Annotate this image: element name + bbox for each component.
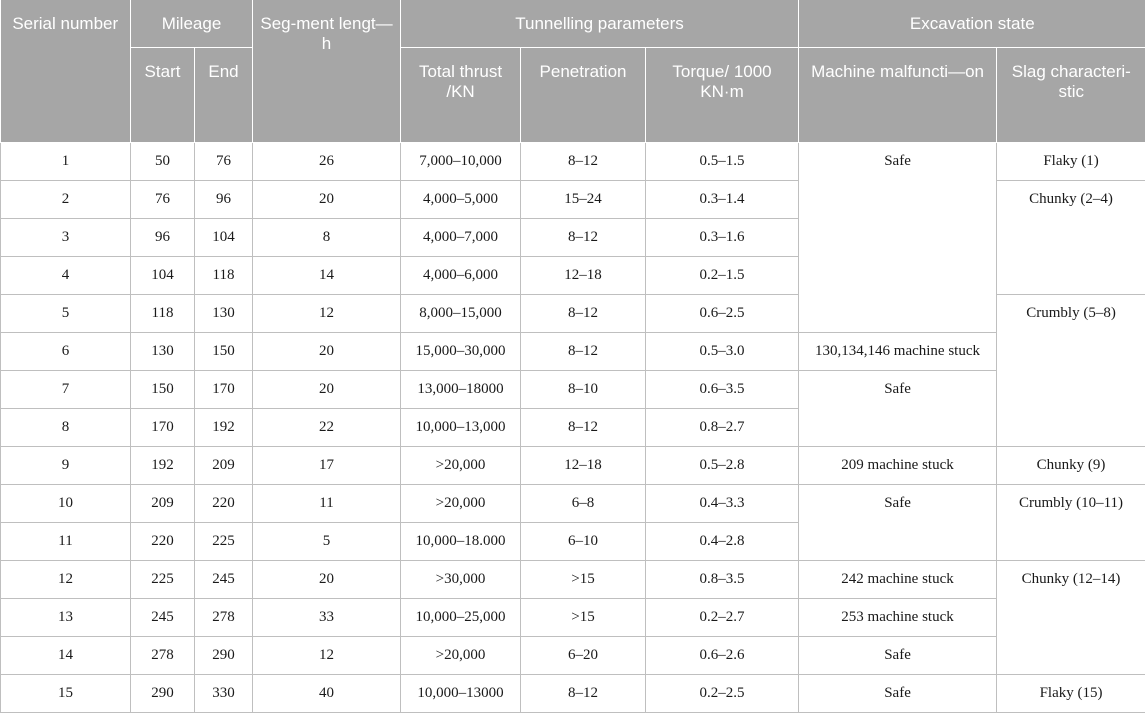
cell-slag-characteristic: Flaky (1): [997, 142, 1145, 180]
cell-torque: 0.6–2.5: [646, 294, 799, 332]
cell-torque: 0.6–2.6: [646, 636, 799, 674]
cell-start: 118: [131, 294, 195, 332]
cell-machine-malfunction: 242 machine stuck: [799, 560, 997, 598]
cell-total-thrust: >20,000: [401, 484, 521, 522]
cell-slag-characteristic: Chunky (12–14): [997, 560, 1145, 674]
cell-total-thrust: 10,000–25,000: [401, 598, 521, 636]
cell-end: 76: [195, 142, 253, 180]
cell-end: 330: [195, 674, 253, 712]
cell-serial-number: 8: [1, 408, 131, 446]
cell-slag-characteristic: Crumbly (5–8): [997, 294, 1145, 446]
cell-torque: 0.8–2.7: [646, 408, 799, 446]
cell-start: 50: [131, 142, 195, 180]
cell-torque: 0.4–3.3: [646, 484, 799, 522]
cell-end: 290: [195, 636, 253, 674]
cell-total-thrust: 4,000–7,000: [401, 218, 521, 256]
cell-start: 192: [131, 446, 195, 484]
header-penetration: Penetration: [521, 47, 646, 142]
cell-slag-characteristic: Crumbly (10–11): [997, 484, 1145, 560]
cell-torque: 0.4–2.8: [646, 522, 799, 560]
cell-total-thrust: 10,000–13,000: [401, 408, 521, 446]
cell-start: 290: [131, 674, 195, 712]
cell-penetration: 8–12: [521, 218, 646, 256]
cell-total-thrust: 4,000–5,000: [401, 180, 521, 218]
cell-machine-malfunction: Safe: [799, 142, 997, 332]
cell-total-thrust: >20,000: [401, 446, 521, 484]
header-serial-number: Serial number: [1, 0, 131, 142]
cell-penetration: >15: [521, 560, 646, 598]
cell-slag-characteristic: Chunky (2–4): [997, 180, 1145, 294]
cell-serial-number: 1: [1, 142, 131, 180]
cell-machine-malfunction: 209 machine stuck: [799, 446, 997, 484]
cell-total-thrust: 10,000–18.000: [401, 522, 521, 560]
cell-start: 76: [131, 180, 195, 218]
cell-segment-length: 12: [253, 294, 401, 332]
cell-segment-length: 14: [253, 256, 401, 294]
cell-slag-characteristic: Chunky (9): [997, 446, 1145, 484]
cell-torque: 0.2–1.5: [646, 256, 799, 294]
cell-penetration: 12–18: [521, 256, 646, 294]
cell-serial-number: 7: [1, 370, 131, 408]
cell-start: 96: [131, 218, 195, 256]
cell-torque: 0.8–3.5: [646, 560, 799, 598]
cell-end: 104: [195, 218, 253, 256]
table-row: [1, 446, 1145, 484]
cell-penetration: 8–12: [521, 294, 646, 332]
table-body: [1, 142, 1145, 712]
header-segment-length: Seg-ment lengt—h: [253, 0, 401, 142]
cell-segment-length: 12: [253, 636, 401, 674]
cell-torque: 0.5–2.8: [646, 446, 799, 484]
cell-torque: 0.3–1.4: [646, 180, 799, 218]
cell-machine-malfunction: Safe: [799, 636, 997, 674]
cell-serial-number: 5: [1, 294, 131, 332]
cell-serial-number: 4: [1, 256, 131, 294]
cell-penetration: 6–20: [521, 636, 646, 674]
cell-penetration: 8–12: [521, 332, 646, 370]
cell-end: 130: [195, 294, 253, 332]
header-torque: Torque/ 1000 KN·m: [646, 47, 799, 142]
header-tunnelling-parameters: Tunnelling parameters: [401, 0, 799, 47]
cell-start: 245: [131, 598, 195, 636]
cell-start: 130: [131, 332, 195, 370]
header-slag-characteristic: Slag characteri-stic: [997, 47, 1145, 142]
cell-segment-length: 8: [253, 218, 401, 256]
cell-end: 150: [195, 332, 253, 370]
cell-penetration: 6–8: [521, 484, 646, 522]
cell-torque: 0.3–1.6: [646, 218, 799, 256]
table-row: [1, 484, 1145, 522]
header-total-thrust: Total thrust /KN: [401, 47, 521, 142]
cell-segment-length: 33: [253, 598, 401, 636]
cell-machine-malfunction: 253 machine stuck: [799, 598, 997, 636]
cell-serial-number: 12: [1, 560, 131, 598]
cell-machine-malfunction: Safe: [799, 370, 997, 446]
cell-end: 245: [195, 560, 253, 598]
cell-segment-length: 22: [253, 408, 401, 446]
table-row: [1, 142, 1145, 180]
cell-segment-length: 17: [253, 446, 401, 484]
cell-serial-number: 15: [1, 674, 131, 712]
table-header: [1, 0, 1145, 142]
cell-machine-malfunction: Safe: [799, 484, 997, 560]
cell-segment-length: 20: [253, 180, 401, 218]
table-row: [1, 636, 1145, 674]
table-row: [1, 560, 1145, 598]
cell-segment-length: 20: [253, 332, 401, 370]
cell-total-thrust: >30,000: [401, 560, 521, 598]
cell-serial-number: 13: [1, 598, 131, 636]
cell-end: 220: [195, 484, 253, 522]
cell-start: 220: [131, 522, 195, 560]
cell-start: 170: [131, 408, 195, 446]
cell-end: 96: [195, 180, 253, 218]
cell-serial-number: 9: [1, 446, 131, 484]
cell-penetration: 8–12: [521, 408, 646, 446]
header-end: End: [195, 47, 253, 142]
cell-end: 225: [195, 522, 253, 560]
cell-end: 278: [195, 598, 253, 636]
cell-serial-number: 6: [1, 332, 131, 370]
cell-penetration: 15–24: [521, 180, 646, 218]
cell-slag-characteristic: Flaky (15): [997, 674, 1145, 712]
cell-total-thrust: 4,000–6,000: [401, 256, 521, 294]
cell-serial-number: 3: [1, 218, 131, 256]
cell-serial-number: 11: [1, 522, 131, 560]
cell-start: 104: [131, 256, 195, 294]
cell-penetration: 8–12: [521, 674, 646, 712]
cell-penetration: 6–10: [521, 522, 646, 560]
cell-torque: 0.2–2.7: [646, 598, 799, 636]
table-row: [1, 598, 1145, 636]
cell-machine-malfunction: 130,134,146 machine stuck: [799, 332, 997, 370]
cell-start: 150: [131, 370, 195, 408]
cell-penetration: 12–18: [521, 446, 646, 484]
cell-torque: 0.6–3.5: [646, 370, 799, 408]
header-mileage: Mileage: [131, 0, 253, 47]
cell-start: 278: [131, 636, 195, 674]
cell-start: 209: [131, 484, 195, 522]
cell-end: 170: [195, 370, 253, 408]
cell-total-thrust: 8,000–15,000: [401, 294, 521, 332]
cell-start: 225: [131, 560, 195, 598]
cell-segment-length: 5: [253, 522, 401, 560]
cell-total-thrust: 15,000–30,000: [401, 332, 521, 370]
cell-serial-number: 14: [1, 636, 131, 674]
cell-total-thrust: 13,000–18000: [401, 370, 521, 408]
cell-serial-number: 10: [1, 484, 131, 522]
cell-total-thrust: >20,000: [401, 636, 521, 674]
cell-end: 209: [195, 446, 253, 484]
header-start: Start: [131, 47, 195, 142]
cell-segment-length: 40: [253, 674, 401, 712]
cell-segment-length: 20: [253, 560, 401, 598]
table-row: [1, 674, 1145, 712]
cell-segment-length: 20: [253, 370, 401, 408]
cell-torque: 0.2–2.5: [646, 674, 799, 712]
cell-torque: 0.5–1.5: [646, 142, 799, 180]
cell-penetration: >15: [521, 598, 646, 636]
cell-segment-length: 11: [253, 484, 401, 522]
cell-segment-length: 26: [253, 142, 401, 180]
cell-serial-number: 2: [1, 180, 131, 218]
cell-torque: 0.5–3.0: [646, 332, 799, 370]
table-row: [1, 370, 1145, 408]
cell-penetration: 8–12: [521, 142, 646, 180]
cell-total-thrust: 7,000–10,000: [401, 142, 521, 180]
cell-total-thrust: 10,000–13000: [401, 674, 521, 712]
table-row: [1, 332, 1145, 370]
header-excavation-state: Excavation state: [799, 0, 1145, 47]
cell-end: 118: [195, 256, 253, 294]
cell-end: 192: [195, 408, 253, 446]
cell-penetration: 8–10: [521, 370, 646, 408]
header-machine-malfunction: Machine malfuncti—on: [799, 47, 997, 142]
cell-machine-malfunction: Safe: [799, 674, 997, 712]
